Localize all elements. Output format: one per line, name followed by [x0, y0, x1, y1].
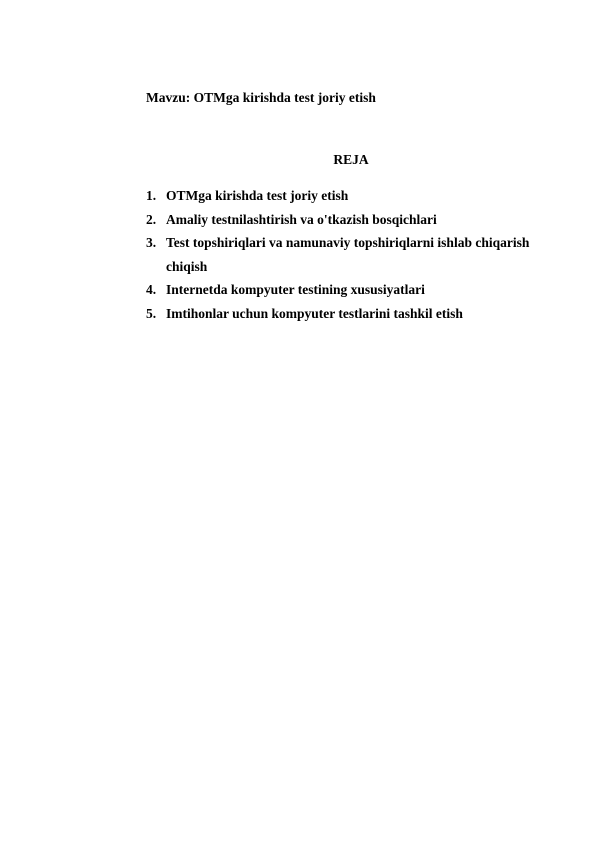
plan-item-2 [146, 208, 556, 232]
document-topic: Mavzu: OTMga kirishda test joriy etish [146, 90, 376, 105]
plan-list [146, 184, 556, 325]
plan-heading: REJA [333, 152, 369, 167]
plan-item-number: 3. [146, 235, 157, 250]
plan-item-number: 4. [146, 282, 157, 297]
plan-item-text: Internetda kompyuter testining xususiyatlari [166, 282, 425, 297]
plan-item-number: 2. [146, 211, 157, 227]
plan-item-number: 1. [146, 188, 157, 203]
plan-item-text: OTMga kirishda test joriy etish [166, 188, 349, 203]
plan-item-text: Imtihonlar uchun kompyuter testlarini tashkil etish [166, 305, 463, 321]
plan-item-3 [146, 231, 556, 278]
plan-item-4 [146, 278, 556, 302]
plan-item-1 [146, 184, 556, 208]
plan-item-text: Test topshiriqlari va namunaviy topshiriqlarni ishlab chiqarish chiqish [166, 235, 530, 274]
plan-item-5 [146, 302, 556, 326]
plan-item-number: 5. [146, 305, 157, 321]
plan-item-text: Amaliy testnilashtirish va o'tkazish bosqichlari [166, 211, 437, 227]
